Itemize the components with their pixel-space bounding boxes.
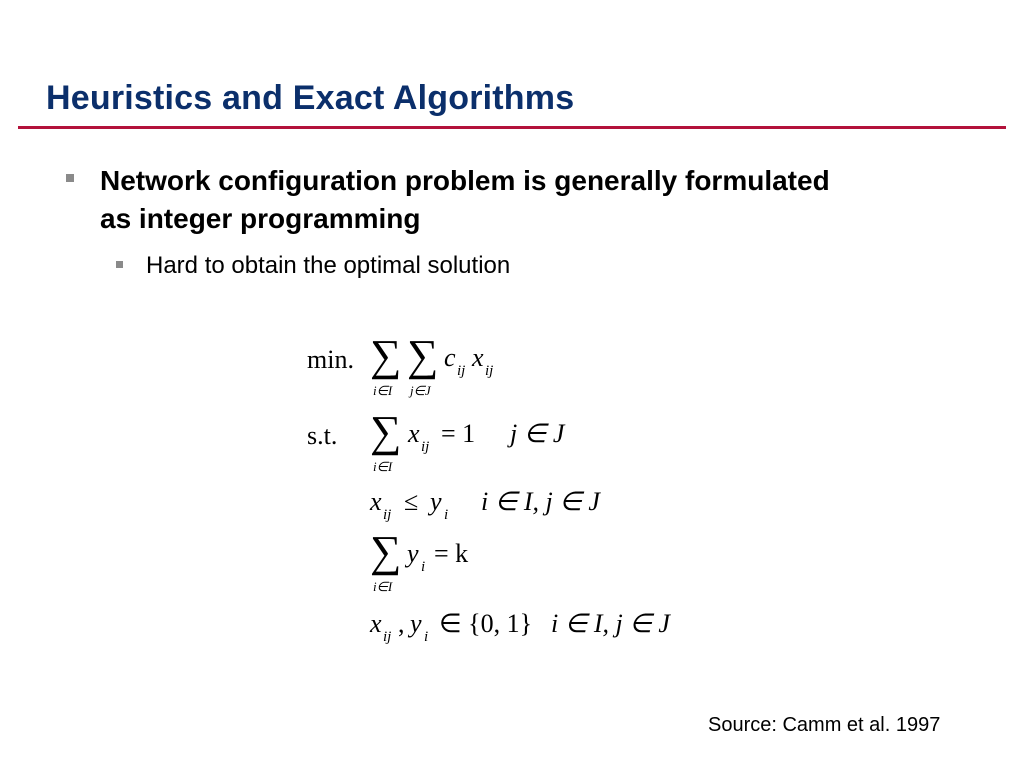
sub-bullet-text: Hard to obtain the optimal solution: [146, 252, 511, 279]
sum2-index: j∈J: [410, 383, 431, 398]
y-sub: i: [424, 629, 429, 645]
x-base: x: [408, 419, 420, 448]
domain: i ∈ I, j ∈ J: [551, 609, 670, 638]
sum-icon: ∑: [370, 331, 402, 380]
constraint1-row: [307, 407, 566, 474]
integer-program-formula: [300, 330, 720, 660]
x-base: x: [370, 487, 382, 516]
rhs: = 1: [441, 419, 476, 448]
x-sub: ij: [383, 629, 392, 645]
st-label: s.t.: [307, 421, 338, 450]
domain: j ∈ J: [510, 419, 565, 448]
slide-title: Heuristics and Exact Algorithms: [46, 79, 575, 117]
x-sub: ij: [421, 439, 430, 455]
formula-svg: [300, 330, 720, 660]
comma: ,: [398, 609, 405, 638]
title-divider: [18, 126, 1006, 129]
sum-icon: ∑: [407, 331, 439, 380]
sum1-index: i∈I: [373, 383, 393, 398]
y-base: y: [407, 539, 419, 568]
domain: i ∈ I, j ∈ J: [481, 487, 600, 516]
y-base: y: [410, 609, 422, 638]
constraint4-row: [369, 609, 671, 645]
y-sub: i: [444, 507, 449, 523]
cost-base: c: [444, 343, 456, 372]
source-citation: Source: Camm et al. 1997: [708, 714, 941, 736]
sum-index: i∈I: [373, 459, 393, 474]
y-sub: i: [421, 559, 426, 575]
bullet-square-icon: [66, 174, 74, 182]
x-sub: ij: [383, 507, 392, 523]
sum-icon: ∑: [370, 407, 402, 456]
objective-row: [307, 331, 493, 398]
sub-bullet-square-icon: [116, 261, 123, 268]
binary-set: ∈ {0, 1}: [439, 609, 533, 638]
bullet-text: Network configuration problem is generally formulated as integer programming: [100, 165, 830, 234]
min-label: min.: [307, 345, 354, 374]
constraint3-row: [370, 527, 468, 594]
x-sub: ij: [485, 363, 494, 379]
x-base: x: [370, 609, 382, 638]
y-base: y: [430, 487, 442, 516]
sum-index: i∈I: [373, 579, 393, 594]
rhs: = k: [434, 539, 469, 568]
cost-sub: ij: [457, 363, 466, 379]
constraint2-row: [369, 487, 601, 523]
x-base: x: [472, 343, 484, 372]
sum-icon: ∑: [370, 527, 402, 576]
leq-op: ≤: [404, 487, 419, 516]
